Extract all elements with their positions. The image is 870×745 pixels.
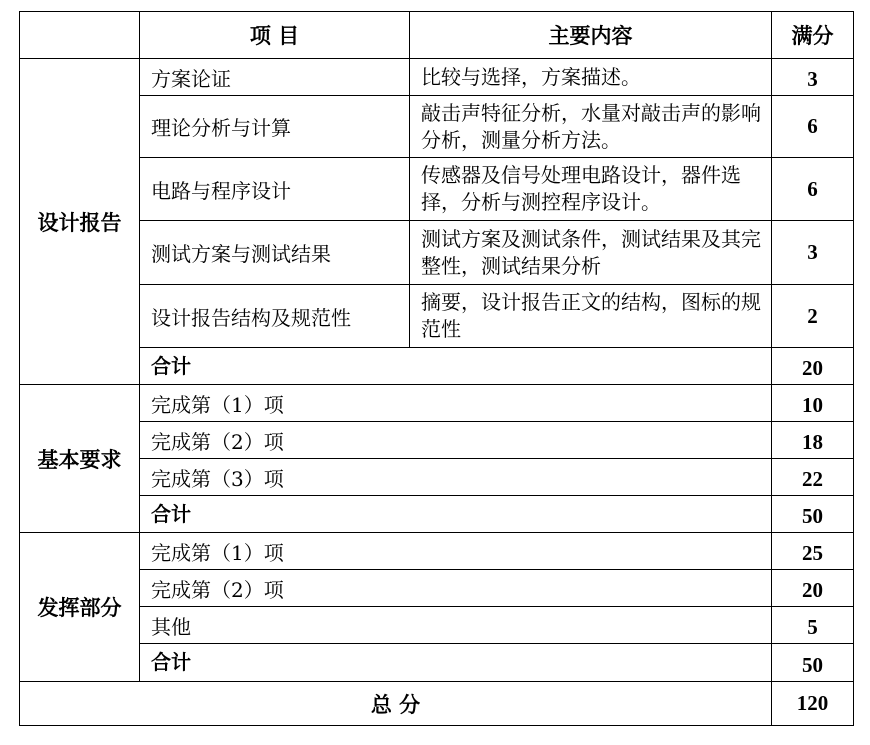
item-label: 完成第（3）项 — [140, 459, 772, 496]
item-label: 完成第（2）项 — [140, 422, 772, 459]
item-label: 其他 — [140, 607, 772, 644]
table-row — [20, 158, 854, 221]
scoring-table — [19, 11, 854, 726]
subtotal-row — [20, 348, 854, 385]
item-content: 测试方案及测试条件，测试结果及其完整性，测试结果分析 — [410, 221, 772, 285]
item-label: 测试方案与测试结果 — [140, 221, 410, 285]
item-score: 6 — [772, 158, 854, 221]
table-row — [20, 285, 854, 348]
table-row — [20, 385, 854, 422]
table-row — [20, 96, 854, 158]
item-label: 方案论证 — [140, 59, 410, 96]
item-content: 比较与选择，方案描述。 — [410, 59, 772, 96]
subtotal-label: 合计 — [140, 644, 772, 682]
table-row — [20, 221, 854, 285]
table-row — [20, 570, 854, 607]
table-row — [20, 422, 854, 459]
item-content: 摘要，设计报告正文的结构，图标的规范性 — [410, 285, 772, 348]
item-score: 2 — [772, 285, 854, 348]
header-item: 项 目 — [140, 12, 410, 59]
scoring-table-container — [19, 11, 854, 726]
header-row — [20, 12, 854, 59]
item-label: 完成第（1）项 — [140, 533, 772, 570]
subtotal-score: 50 — [772, 496, 854, 533]
category-extended-part: 发挥部分 — [20, 533, 140, 682]
subtotal-row — [20, 496, 854, 533]
item-label: 完成第（1）项 — [140, 385, 772, 422]
item-label: 设计报告结构及规范性 — [140, 285, 410, 348]
item-label: 完成第（2）项 — [140, 570, 772, 607]
item-score: 3 — [772, 221, 854, 285]
item-score: 3 — [772, 59, 854, 96]
total-row — [20, 682, 854, 726]
table-row — [20, 59, 854, 96]
item-score: 18 — [772, 422, 854, 459]
total-score: 120 — [772, 682, 854, 726]
table-row — [20, 459, 854, 496]
subtotal-score: 20 — [772, 348, 854, 385]
item-score: 22 — [772, 459, 854, 496]
item-label: 电路与程序设计 — [140, 158, 410, 221]
table-row — [20, 607, 854, 644]
item-score: 25 — [772, 533, 854, 570]
item-label: 理论分析与计算 — [140, 96, 410, 158]
item-score: 6 — [772, 96, 854, 158]
item-score: 10 — [772, 385, 854, 422]
subtotal-row — [20, 644, 854, 682]
table-row — [20, 533, 854, 570]
total-label: 总 分 — [20, 682, 772, 726]
item-score: 5 — [772, 607, 854, 644]
category-basic-requirements: 基本要求 — [20, 385, 140, 533]
category-design-report: 设计报告 — [20, 59, 140, 385]
header-content: 主要内容 — [410, 12, 772, 59]
header-corner-cell — [20, 12, 140, 59]
item-score: 20 — [772, 570, 854, 607]
item-content: 敲击声特征分析，水量对敲击声的影响分析，测量分析方法。 — [410, 96, 772, 158]
subtotal-label: 合计 — [140, 496, 772, 533]
subtotal-label: 合计 — [140, 348, 772, 385]
item-content: 传感器及信号处理电路设计，器件选择，分析与测控程序设计。 — [410, 158, 772, 221]
header-score: 满分 — [772, 12, 854, 59]
subtotal-score: 50 — [772, 644, 854, 682]
